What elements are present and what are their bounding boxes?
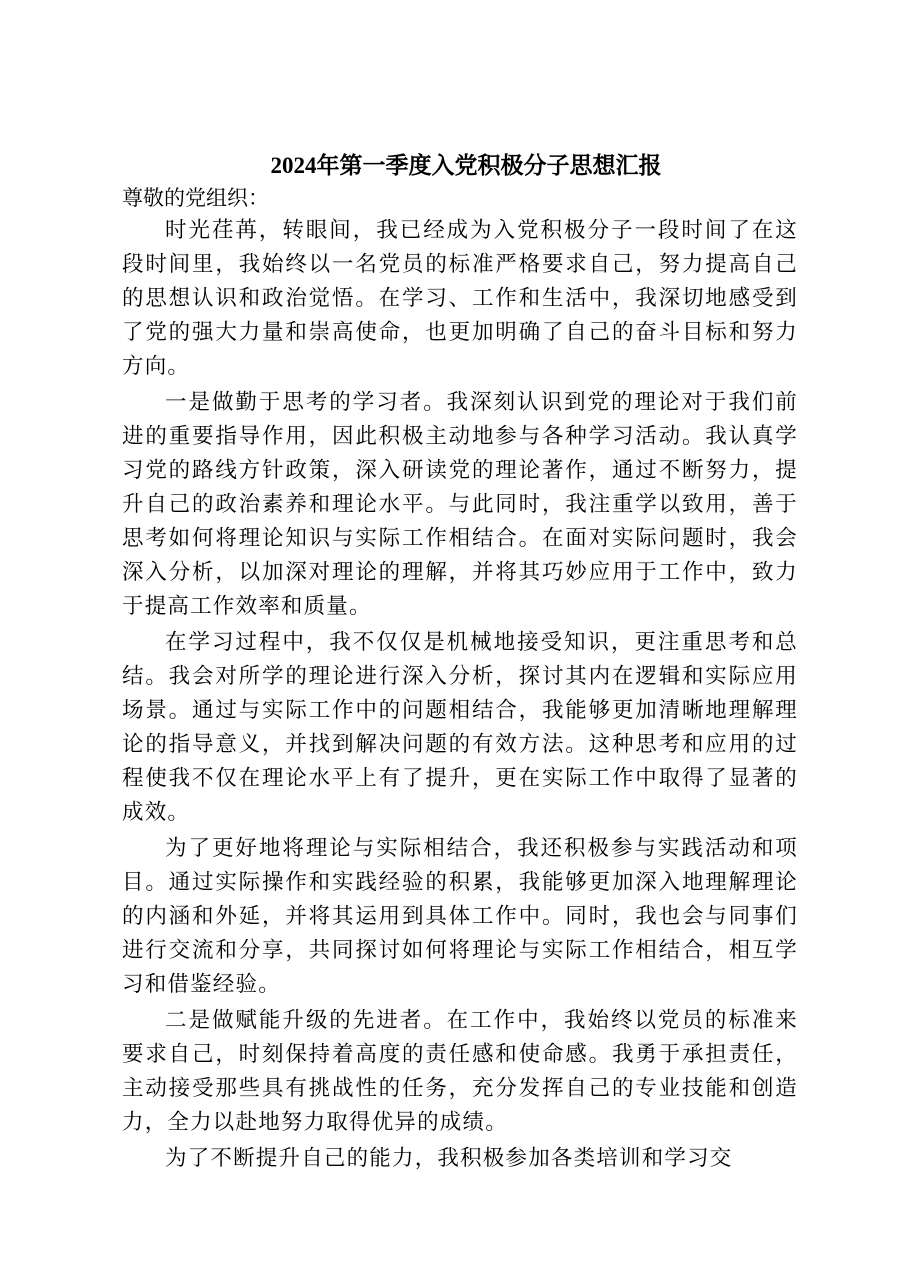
paragraph-3: 在学习过程中，我不仅仅是机械地接受知识，更注重思考和总结。我会对所学的理论进行深入分析，探讨其内在逻辑和实际应用场景。通过与实际工作中的问题相结合，我能够更加清晰地理解理论的指导意义，并找到解决问题的有效方法。这种思考和应用的过程使我不仅在理论水平上有了提升，更在实际工作中取得了显著的成效。	[122, 630, 798, 825]
paragraph-4: 为了更好地将理论与实际相结合，我还积极参与实践活动和项目。通过实际操作和实践经验的积累，我能够更加深入地理解理论的内涵和外延，并将其运用到具体工作中。同时，我也会与同事们进行交流和分享，共同探讨如何将理论与实际工作相结合，相互学习和借鉴经验。	[122, 836, 798, 997]
document-page	[122, 150, 798, 1178]
salutation: 尊敬的党组织：	[122, 186, 269, 210]
paragraph-1: 时光荏苒，转眼间，我已经成为入党积极分子一段时间了在这段时间里，我始终以一名党员的标准严格要求自己，努力提高自己的思想认识和政治觉悟。在学习、工作和生活中，我深切地感受到了党的强大力量和崇高使命，也更加明确了自己的奋斗目标和努力方向。	[122, 218, 798, 379]
paragraph-5: 二是做赋能升级的先进者。在工作中，我始终以党员的标准来要求自己，时刻保持着高度的责任感和使命感。我勇于承担责任，主动接受那些具有挑战性的任务，充分发挥自己的专业技能和创造力，全力以赴地努力取得优异的成绩。	[122, 1008, 798, 1135]
document-title: 2024年第一季度入党积极分子思想汇报	[270, 153, 662, 178]
paragraph-6: 为了不断提升自己的能力，我积极参加各类培训和学习交	[165, 1146, 733, 1171]
paragraph-2: 一是做勤于思考的学习者。我深刻认识到党的理论对于我们前进的重要指导作用，因此积极主动地参与各种学习活动。我认真学习党的路线方针政策，深入研读党的理论著作，通过不断努力，提升自己的政治素养和理论水平。与此同时，我注重学以致用，善于思考如何将理论知识与实际工作相结合。在面对实际问题时，我会深入分析，以加深对理论的理解，并将其巧妙应用于工作中，致力于提高工作效率和质量。	[122, 390, 798, 619]
